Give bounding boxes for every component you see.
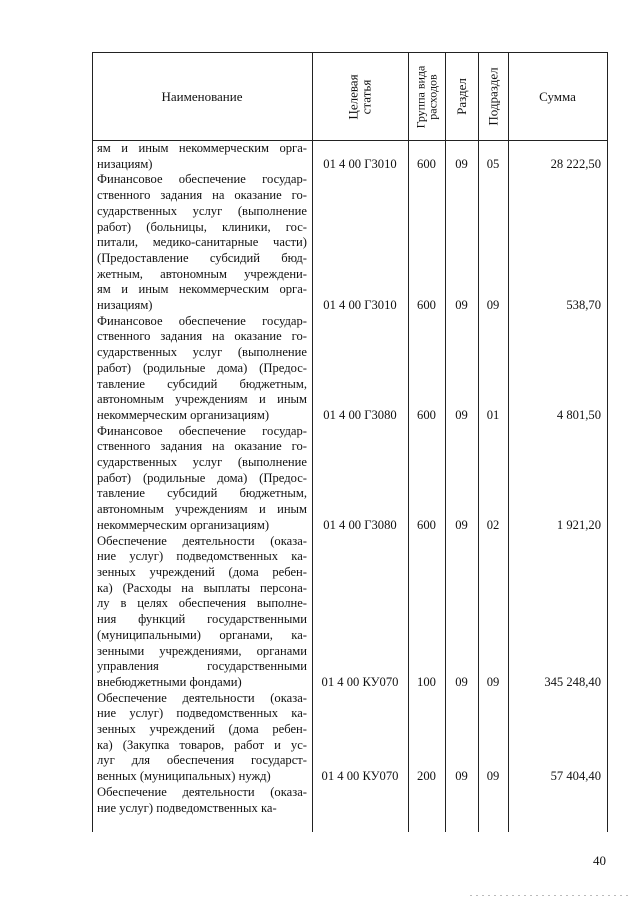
target-article-cell: 01 4 00 КУ070 xyxy=(321,769,399,783)
header-sum xyxy=(508,53,607,140)
description-line: тавление субсидий бюджетным, xyxy=(97,486,307,501)
description-line: управления государственными xyxy=(97,659,307,674)
expense-group-cell: 600 xyxy=(417,298,436,312)
target-article-cell: 01 4 00 Г3010 xyxy=(323,156,397,171)
section-cell: 09 xyxy=(455,674,468,689)
description-line: внебюджетными фондами) xyxy=(97,674,242,689)
header-section-label: Раздел xyxy=(454,78,469,115)
target-article-cell: 01 4 00 Г3080 xyxy=(323,517,397,532)
header-target-line2: статья xyxy=(358,79,374,114)
description-line: ка) (Расходы на выплаты персона- xyxy=(97,580,307,595)
table-right-border xyxy=(607,52,608,832)
description-line: Обеспечение деятельности (оказа- xyxy=(97,533,307,548)
page-number: 40 xyxy=(593,853,606,868)
header-subsection xyxy=(478,53,508,140)
expense-group-cell: 600 xyxy=(417,407,436,422)
description-line: автономным учреждениям и иным xyxy=(97,502,307,517)
description-line: низациям) xyxy=(97,298,153,313)
sum-cell: 28 222,50 xyxy=(550,156,601,171)
header-target-article xyxy=(312,53,408,140)
header-name-label: Наименование xyxy=(161,88,243,104)
scan-artifact xyxy=(470,895,630,896)
description-line: низациям) xyxy=(97,156,153,171)
description-line: питали, медико-санитарные части) xyxy=(97,235,307,250)
description-line: ка) (Закупка товаров, работ и ус- xyxy=(97,737,307,752)
description-line: работ) (родильные дома) (Предос- xyxy=(97,470,307,485)
description-line: Обеспечение деятельности (оказа- xyxy=(97,784,307,799)
header-section xyxy=(445,53,478,140)
sum-cell: 1 921,20 xyxy=(556,517,601,532)
description-line: некоммерческим организациям) xyxy=(97,517,270,532)
section-cell: 09 xyxy=(455,517,468,532)
description-line: ям и иным некоммерческим орга- xyxy=(97,141,307,155)
section-cell: 09 xyxy=(455,769,468,783)
subsection-cell: 09 xyxy=(486,674,500,689)
description-line: Финансовое обеспечение государ- xyxy=(97,423,307,438)
description-line: (Предоставление субсидий бюд- xyxy=(97,250,307,265)
sum-cell: 4 801,50 xyxy=(556,407,601,422)
description-line: (муниципальными) органами, ка- xyxy=(97,627,307,642)
sum-cell: 57 404,40 xyxy=(550,769,601,783)
sum-cell: 538,70 xyxy=(566,298,601,312)
description-line: тавление субсидий бюджетным, xyxy=(97,376,307,391)
description-line: лу в целях обеспечения выполне- xyxy=(97,596,307,611)
target-article-cell: 01 4 00 КУ070 xyxy=(321,674,399,689)
subsection-cell: 01 xyxy=(486,407,500,422)
description-line: луг для обеспечения государст- xyxy=(97,753,307,768)
expense-group-cell: 100 xyxy=(417,674,436,689)
description-line: ственного задания на оказание го- xyxy=(97,188,307,203)
header-group-line1: Группа вида xyxy=(413,65,428,128)
description-line: ние услуг) подведомственных ка- xyxy=(97,549,307,564)
description-line: жетным, автономным учреждени- xyxy=(97,266,307,281)
target-article-cell: 01 4 00 Г3080 xyxy=(323,407,397,422)
description-line: ние услуг) подведомственных ка- xyxy=(97,706,307,721)
description-column xyxy=(97,141,307,816)
expense-group-cell: 200 xyxy=(417,769,436,783)
description-line: Финансовое обеспечение государ- xyxy=(97,313,307,328)
description-line: ние услуг) подведомственных ка- xyxy=(97,800,277,815)
target-article-cell: 01 4 00 Г3010 xyxy=(323,298,397,312)
sum-cell: 345 248,40 xyxy=(544,674,601,689)
description-line: сударственных услуг (выполнение xyxy=(97,203,307,218)
description-line: некоммерческим организациям) xyxy=(97,407,270,422)
section-cell: 09 xyxy=(455,407,468,422)
subsection-cell: 09 xyxy=(486,769,500,783)
section-cell: 09 xyxy=(455,298,468,312)
expense-group-cell: 600 xyxy=(417,156,436,171)
description-line: ям и иным некоммерческим орга- xyxy=(97,282,307,297)
description-line: зенных учреждений (дома ребен- xyxy=(97,564,307,579)
header-sum-label: Сумма xyxy=(539,88,576,104)
description-line: сударственных услуг (выполнение xyxy=(97,345,307,360)
subsection-cell: 09 xyxy=(486,298,500,312)
header-name xyxy=(92,53,312,140)
header-target-line1: Целевая xyxy=(345,73,361,120)
description-line: автономным учреждениям и иным xyxy=(97,392,307,407)
description-line: работ) (родильные дома) (Предос- xyxy=(97,360,307,375)
expense-group-cell: 600 xyxy=(417,517,436,532)
description-line: Обеспечение деятельности (оказа- xyxy=(97,690,307,705)
description-line: ния функций государственными xyxy=(97,612,307,627)
header-subsection-label: Подраздел xyxy=(485,67,501,126)
table-left-border xyxy=(92,52,93,832)
description-line: Финансовое обеспечение государ- xyxy=(97,172,307,187)
description-line: зенных учреждений (дома ребен- xyxy=(97,722,307,737)
description-line: ственного задания на оказание го- xyxy=(97,329,307,344)
description-line: ственного задания на оказание го- xyxy=(97,439,307,454)
subsection-cell: 02 xyxy=(486,517,500,532)
description-line: сударственных услуг (выполнение xyxy=(97,455,307,470)
header-expense-group xyxy=(408,53,445,140)
header-group-line2: расходов xyxy=(425,73,440,120)
section-cell: 09 xyxy=(455,156,468,171)
subsection-cell: 05 xyxy=(486,156,500,171)
description-line: зенными учреждениями, органами xyxy=(97,643,307,658)
description-line: венных (муниципальных) нужд) xyxy=(97,769,271,784)
description-line: работ) (больницы, клиники, гос- xyxy=(97,219,307,234)
